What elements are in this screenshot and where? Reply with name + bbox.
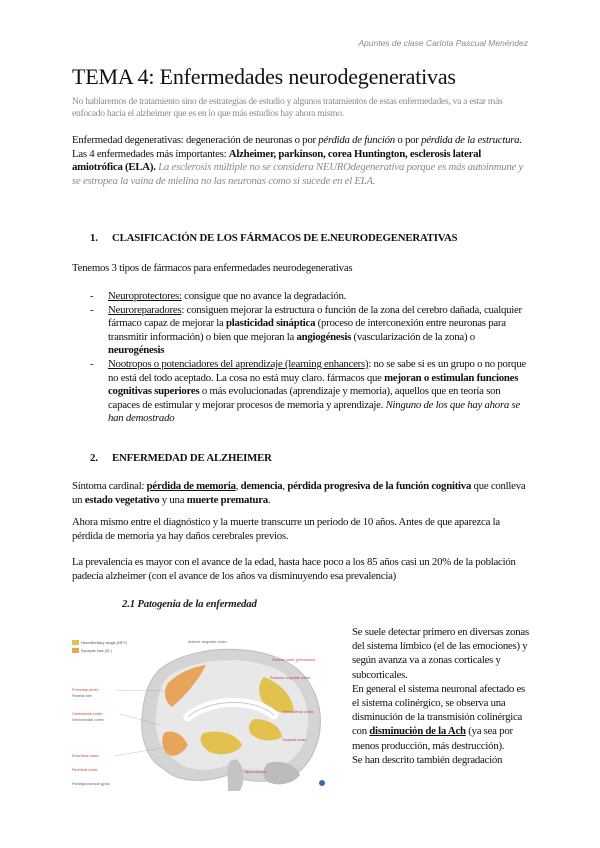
label-parietal-lobe: Parietal lobe [72,694,92,698]
label-perirhinal-cortex: Perirhinal cortex [72,768,98,772]
legend-label-sl: Synapse loss (SL) [81,649,112,653]
section-2-heading: 2. ENFERMEDAD DE ALZHEIMER [90,452,272,464]
legend-swatch-ntf [72,640,79,645]
section-1-heading: 1. CLASIFICACIÓN DE LOS FÁRMACOS DE E.NEURODEGENERATIVAS [90,232,458,244]
label-parahippocampal-gyrus: Parahippocampal gyrus [72,782,110,786]
section-2-prevalence: La prevalencia es mayor con el avance de la edad, hasta hace poco a los 85 años casi un 20% de la población padecía alzheimer (con el avance de los años va disminuyendo esa prevalencia) [72,556,516,582]
legend-swatch-sl [72,648,79,653]
label-parietal-precuneus: Parietal cortex (precuneus) [272,658,316,662]
page-title: TEMA 4: Enfermedades neurodegenerativas [72,64,456,89]
list-item: - Neuroreparadores: consiguen mejorar la estructura o función de la zona del cerebro dañada, cualquier fármaco capaz de mejorar la plasticidad sináptica (proceso de interconexión entre neuronas para transmitir información) o bien que mejoran la angiogénesis (vascularización de la zona) o neurogénesis [90,304,528,358]
list-item: - Neuroprotectores: consigue que no avance la degradación. [90,290,528,304]
page-header-author: Apuntes de clase Carlota Pascual Menéndez [358,38,528,48]
label-orbitofrontal-cortex: Orbitofrontal cortex [72,712,103,716]
label-hippocampus: Hippocampus [244,770,266,774]
label-anterior-cingulate: Anterior cingulate cortex [188,640,227,644]
list-item: - Nootropos o potenciadores del aprendizaje (learning enhancers): no se sabe si es un grupo o no porque no está del todo aceptado. La cosa no está muy claro. fármacos que mejoran o estimulan funciones cognitivas superiores o más evolucionadas (aprendizaje y memoria), aquellos que en teoría son capaces de estimular y mejorar procesos de memoria y aprendizaje. Ninguno de los que hay ahora se han demostrado [90,358,528,426]
section-1-lead: Tenemos 3 tipos de fármacos para enfermedades neurodegenerativas [72,262,353,274]
brain-figure [68,633,340,793]
label-occipital: Occipital cortex [282,738,307,742]
label-prefrontal-cortex: Prefrontal cortex [72,688,99,692]
label-retrosplenial: Retrosplenial cortex [282,710,314,714]
legend-label-ntf: Neurofibrillary tangle (NFT) [81,641,127,645]
publisher-logo-icon [319,780,325,786]
label-posterior-cingulate: Posterior cingulate cortex [270,676,311,680]
label-ventromedial-cortex: Ventromedial cortex [72,718,104,722]
pathogenesis-side-text: Se suele detectar primero en diversas zonas del sistema límbico (el de las emociones) y según avanza va a zonas corticales y subcorticales. En general el sistema neuronal afectado es el sistema colinérgico, se observa una disminución de la transmisión colinérgica con disminución de la Ach (ya sea por menos producción, más destrucción). Se han descrito también degradación [352,626,529,766]
section-2-symptoms: Síntoma cardinal: pérdida de memoria, demencia, pérdida progresiva de la función cognitiva que conlleva un estado vegetativo y una muerte prematura. [72,480,526,506]
intro-paragraph: No hablaremos de tratamiento sino de estrategias de estudio y algunos tratamientos de estas enfermedades, va a estar más enfocado hacia el alzheimer que es en lo que más estudios hay ahora mismo. [72,96,503,119]
label-entorhinal-cortex: Entorhinal cortex [72,754,99,758]
drug-types-list [90,290,528,426]
subsection-heading: 2.1 Patogenia de la enfermedad [122,598,257,610]
definition-paragraph: Enfermedad degenerativas: degeneración de neuronas o por pérdida de función o por pérdida de la estructura. Las 4 enfermedades más importantes: Alzheimer, parkinson, corea Huntington, esclerosis lateral amiotrófica (ELA). La esclerosis múltiple no se considera NEUROdegenerativa porque es más autoinmune y se estropea la vaina de mielina no las neuronas como si sucede en el ELA. [72,134,524,187]
section-2-timeline: Ahora mismo entre el diagnóstico y la muerte transcurre un periodo de 10 años. Antes de que aparezca la pérdida de memoria ya hay daños cerebrales previos. [72,516,500,542]
